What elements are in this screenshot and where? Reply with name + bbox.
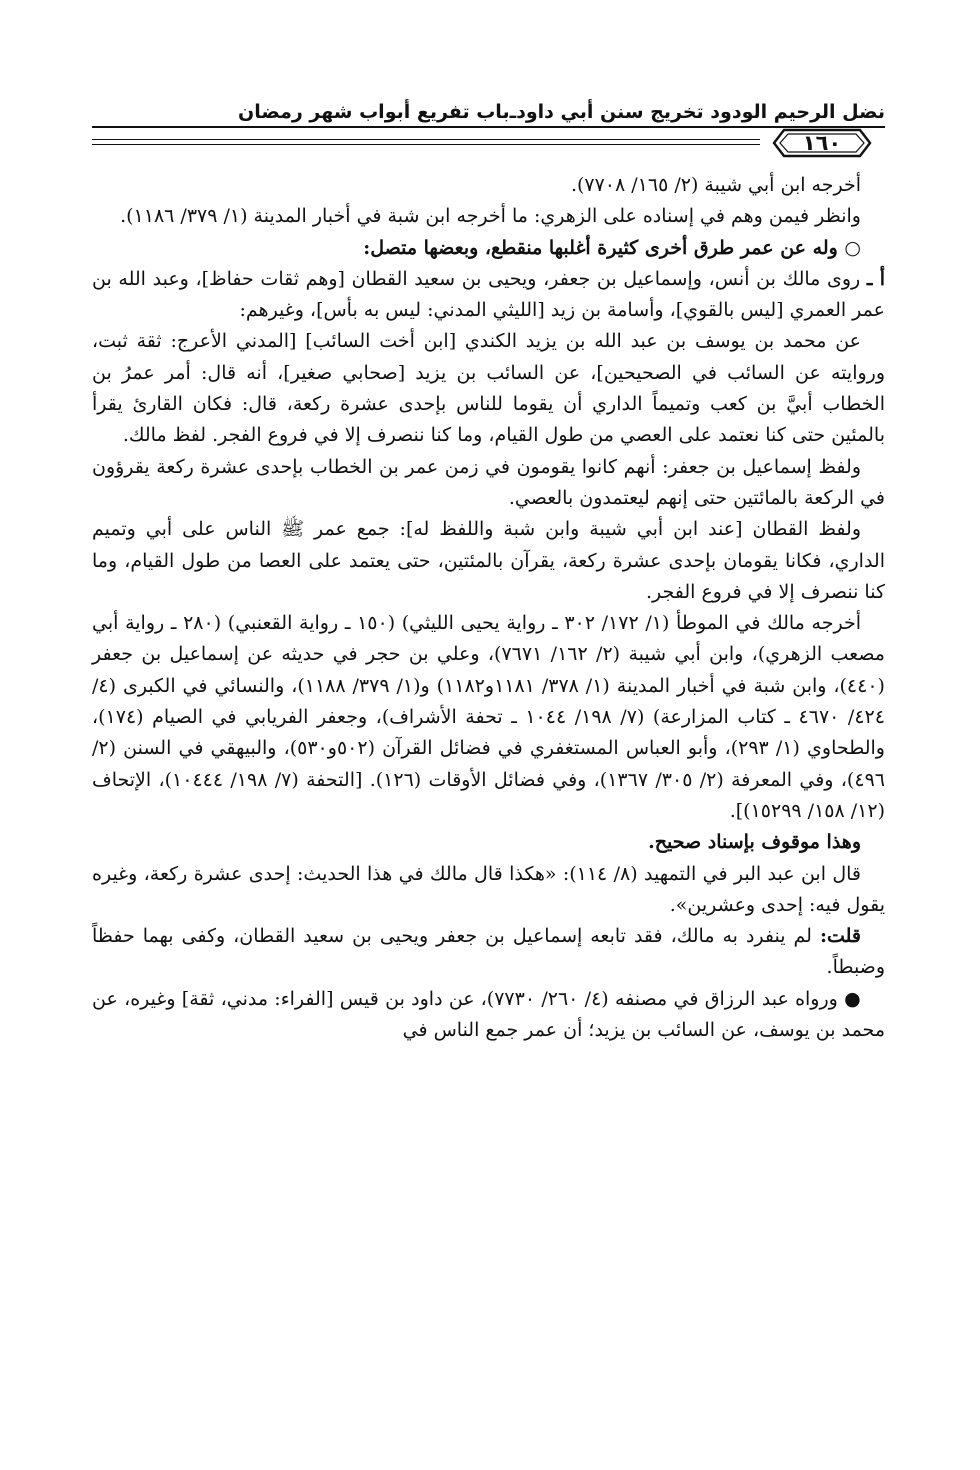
paragraph-text: ولفظ القطان [عند ابن أبي شيبة وابن شبة واللفظ له]: جمع عمر ﷺ الناس على أبي وتميم الداري، فكانا يقومان بإحدى عشرة ركعة، يقرآن بالمئتين، حتى يعتمد على العصا من طول القيام، وما كنا ننصرف إلا في فروع الفجر. xyxy=(92,518,885,603)
paragraph-text: وهذا موقوف بإسناد صحيح. xyxy=(648,831,861,854)
paragraph xyxy=(92,984,885,1047)
header-book-title: نضل الرحيم الودود تخريج سنن أبي داود xyxy=(516,101,885,123)
paragraph xyxy=(92,326,885,451)
paragraph-text: أخرجه ابن أبي شيبة (٢/ ١٦٥/ ٧٧٠٨). xyxy=(570,174,861,196)
paragraph-text: وله عن عمر طرق أخرى كثيرة أغلبها منقطع، وبعضها متصل: xyxy=(363,236,838,259)
paragraph-text: لم ينفرد به مالك، فقد تابعه إسماعيل بن جعفر ويحيى بن سعيد القطان، وكفى بهما حفظاً وضبطاً. xyxy=(92,925,885,979)
paragraph-text: ولفظ إسماعيل بن جعفر: أنهم كانوا يقومون في زمن عمر بن الخطاب بإحدى عشرة ركعة يقرؤون في الركعة بالمائتين حتى إنهم ليعتمدون بالعصي. xyxy=(92,455,885,509)
header-chapter: باب تفريع أبواب شهر رمضان xyxy=(238,101,510,123)
paragraph-text: قال ابن عبد البر في التمهيد (٨/ ١١٤): «هكذا قال مالك في هذا الحديث: إحدى عشرة ركعة، وغيره يقول فيه: إحدى وعشرين». xyxy=(92,862,885,916)
section-marker-icon: ○ xyxy=(844,236,861,259)
page-number-ornament xyxy=(772,126,872,160)
body-text xyxy=(92,170,885,1046)
section-heading xyxy=(92,233,885,264)
paragraph xyxy=(92,264,885,327)
header-separator: ـ xyxy=(509,101,517,123)
paragraph xyxy=(92,201,885,232)
paragraph xyxy=(92,514,885,608)
paragraph xyxy=(92,921,885,984)
paragraph-lead: أ ـ xyxy=(866,267,885,290)
running-header xyxy=(92,86,885,126)
paragraph xyxy=(92,859,885,922)
paragraph xyxy=(92,827,885,858)
paragraph-text: عن محمد بن يوسف بن عبد الله بن يزيد الكندي [ابن أخت السائب] [المدني الأعرج: ثقة ثبت، وروايته عن السائب في الصحيحين]، عن السائب بن يزيد [صحابي صغير]، أنه قال: أمر عمرُ بن الخطاب أبيَّ بن كعب وتميماً الداري أن يقوما للناس بإحدى عشرة ركعة، قال: فكان القارئ يقرأ بالمئين حتى كنا نعتمد على العصي من طول القيام، وما كنا ننصرف إلا في فروع الفجر. لفظ مالك. xyxy=(92,330,885,447)
paragraph-text: وانظر فيمن وهم في إسناده على الزهري: ما أخرجه ابن شبة في أخبار المدينة (١/ ٣٧٩/ ١١٨٦). xyxy=(120,205,861,228)
page-number-rule xyxy=(92,139,760,147)
paragraph-text: ورواه عبد الرزاق في مصنفه (٤/ ٢٦٠/ ٧٧٣٠)، عن داود بن قيس [الفراء: مدني، ثقة] وغيره، عن محمد بن يوسف، عن السائب بن يزيد؛ أن عمر جمع الناس في xyxy=(92,987,885,1042)
header-rule xyxy=(92,126,885,128)
page-number: ١٦٠ xyxy=(802,131,842,155)
paragraph xyxy=(92,170,885,201)
paragraph xyxy=(92,608,885,827)
paragraph-lead: قلت: xyxy=(819,925,861,948)
bullet-icon: ● xyxy=(844,987,861,1010)
paragraph-text: روى مالك بن أنس، وإسماعيل بن جعفر، ويحيى بن سعيد القطان [وهم ثقات حفاظ]، وعبد الله بن عمر العمري [ليس بالقوي]، وأسامة بن زيد [الليثي المدني: ليس به بأس]، وغيرهم: xyxy=(92,267,885,322)
paragraph-text: أخرجه مالك في الموطأ (١/ ١٧٢/ ٣٠٢ ـ رواية يحيى الليثي) (١٥٠ ـ رواية القعنبي) (٢٨٠ ـ رواية أبي مصعب الزهري)، وابن أبي شيبة (٢/ ١٦٢/ ٧٦٧١)، وعلي بن حجر في حديثه عن إسماعيل بن جعفر (٤٤٠)، وابن شبة في أخبار المدينة (١/ ٣٧٨/ ١١٨١و١١٨٢) و(١/ ٣٧٩/ ١١٨٨)، والنسائي في الكبرى (٤/ ٤٢٤/ ٤٦٧٠ ـ كتاب المزارعة) (٧/ ١٩٨/ ١٠٤٤ ـ تحفة الأشراف)، وجعفر الفريابي في الصيام (١٧٤)، والطحاوي (١/ ٢٩٣)، وأبو العباس المستغفري في فضائل القرآن (٥٠٢و٥٣٠)، والبيهقي في السنن (٢/ ٤٩٦)، وفي المعرفة (٢/ ٣٠٥/ ١٣٦٧)، وفي فضائل الأوقات (١٢٦). [التحفة (٧/ ١٩٨/ ١٠٤٤٤)، الإتحاف (١٢/ ١٥٨/ ١٥٢٩٩)]. xyxy=(92,612,885,822)
paragraph xyxy=(92,452,885,515)
